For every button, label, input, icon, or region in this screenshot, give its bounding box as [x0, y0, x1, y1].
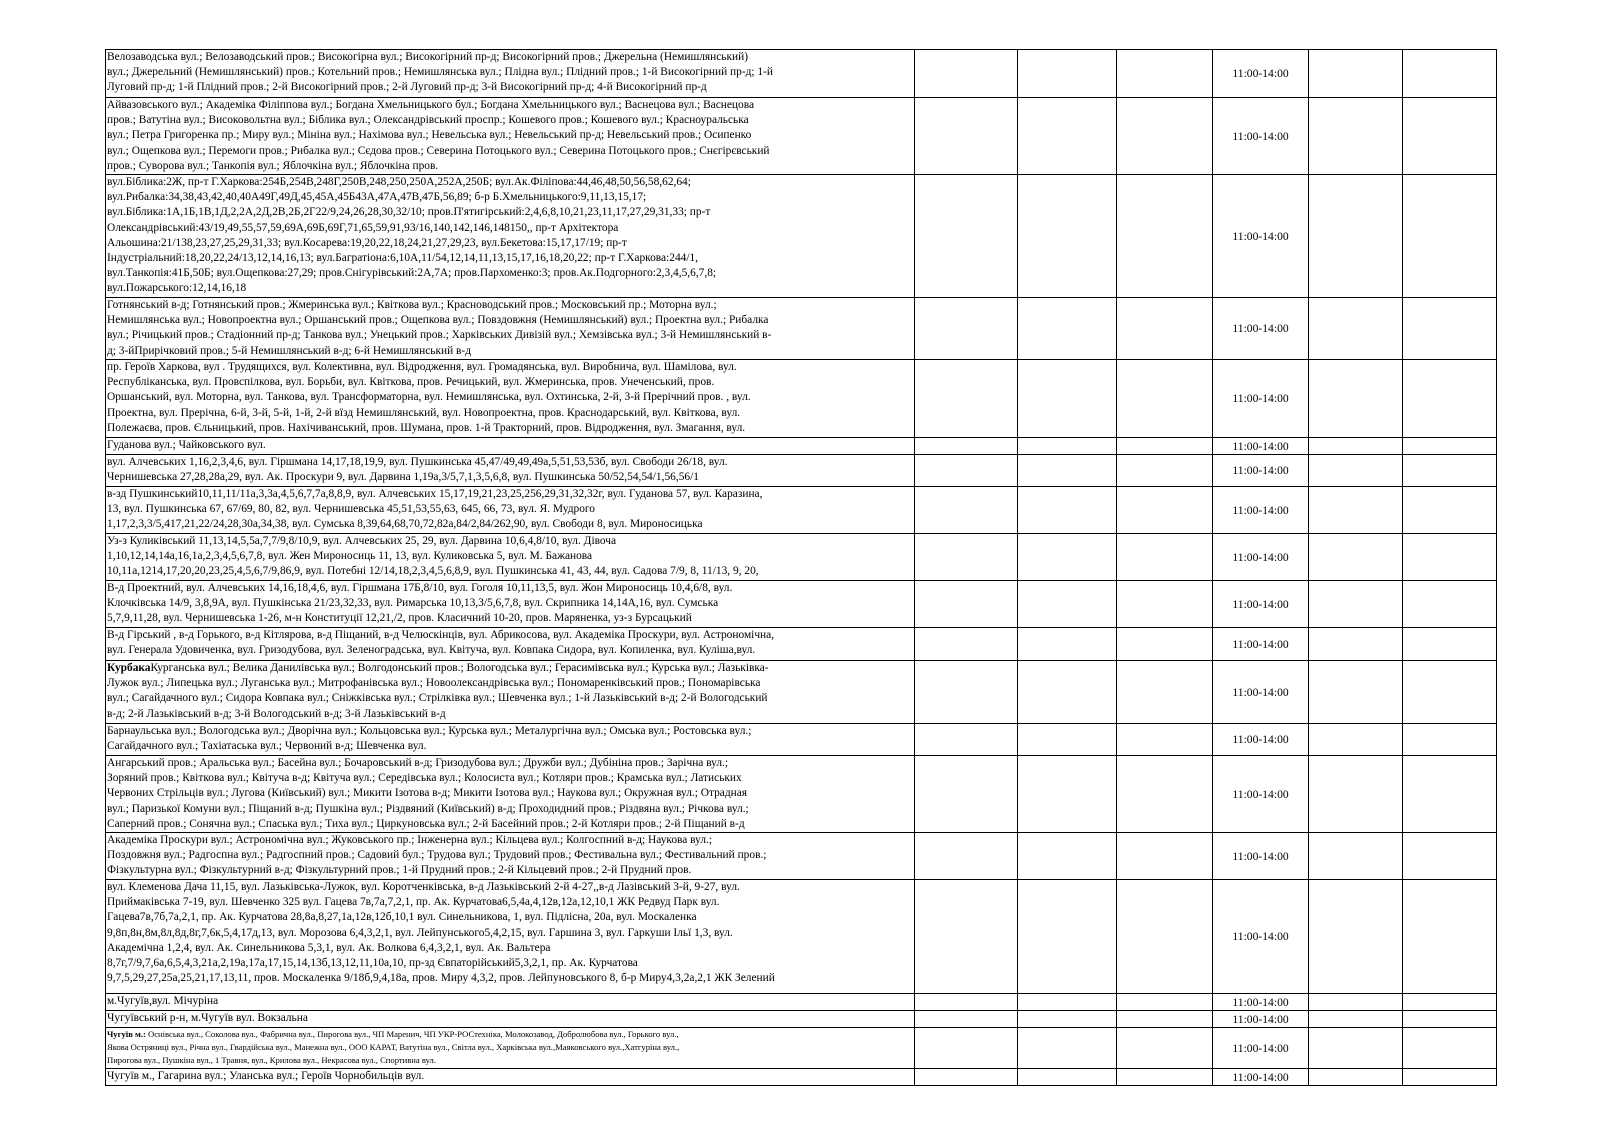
empty-cell [1402, 1069, 1496, 1086]
empty-cell [1308, 360, 1402, 438]
table-row [106, 175, 1497, 298]
address-cell [106, 487, 915, 534]
empty-cell [1117, 438, 1213, 455]
empty-cell [914, 487, 1017, 534]
empty-cell [1017, 880, 1116, 994]
address-text: Готнянський в-д; Готнянський пров.; Жмеринська вул.; Квіткова вул.; Красноводський пров.; Московський пр.; Моторна вул.; Немишлянська вул.; Новопроектна вул.; Оршанський пров.; Ощепкова вул.; Повздовжня (Немишлянський) вул.; Проектна вул.; Рибалка вул.; Річицький пров.; Стадіонний пр-д; Танкова вул.; Унецький пров.; Харківських Дивізій вул.; Хемзівська вул.; 3-й Немишлянський в- д; 3-йПрирічковий пров.; 5-й Немишлянський в-д; 6-й Немишлянський в-д [107, 299, 772, 357]
empty-cell [1117, 581, 1213, 628]
empty-cell [1308, 581, 1402, 628]
empty-cell [914, 175, 1017, 298]
empty-cell [914, 98, 1017, 175]
address-text: м.Чугуїв,вул. Мічуріна [107, 995, 219, 1008]
empty-cell [1117, 98, 1213, 175]
empty-cell [1017, 833, 1116, 880]
empty-cell [1117, 724, 1213, 756]
time-cell: 11:00-14:00 [1213, 360, 1308, 438]
empty-cell [914, 455, 1017, 487]
address-text: Велозаводська вул.; Велозаводський пров.; Високогірна вул.; Високогірний пр-д; Високогірний пров.; Джерельна (Немишлянський) вул.; Джерельний (Немишлянський) пров.; Котельний пров.; Немишлянська вул.; Плідна вул.; Плідний пров.; 1-й Високогірний пр-д; 1-й Луговий пр-д; 1-й Плідний пров.; 2-й Високогірний пров.; 2-й Луговий пр-д; 3-й Високогірний пр-д; 4-й Високогірний пр-д [107, 51, 774, 94]
address-cell [106, 581, 915, 628]
empty-cell [914, 724, 1017, 756]
empty-cell [1117, 534, 1213, 581]
empty-cell [914, 994, 1017, 1011]
time-cell: 11:00-14:00 [1213, 994, 1308, 1011]
empty-cell [1308, 487, 1402, 534]
address-text: Курганська вул.; Велика Данилівська вул.; Волгодонський пров.; Вологодська вул.; Герасимівська вул.; Курська вул.; Лазьківка- Лужок вул.; Липецька вул.; Луганська вул.; Митрофанівська вул.; Новоолександрівська вул.; Пономаренківський пров.; Пономарівська вул.; Сагайдачного вул.; Сидора Ковпака вул.; Сніжківська вул.; Стрілківка вул.; Шевченка вул.; 1-й Лазьківський в-д; 2-й Вологодський в-д; 2-й Лазьківський в-д; 3-й Вологодський в-д; 3-й Лазьківський в-д [107, 662, 769, 720]
empty-cell [1402, 994, 1496, 1011]
empty-cell [1117, 833, 1213, 880]
address-cell [106, 1069, 915, 1086]
address-text: Чугуїв м., Гагарина вул.; Уланська вул.; Героїв Чорнобильців вул. [107, 1070, 425, 1083]
time-cell: 11:00-14:00 [1213, 1028, 1308, 1069]
empty-cell [1402, 438, 1496, 455]
empty-cell [1117, 994, 1213, 1011]
time-cell: 11:00-14:00 [1213, 50, 1308, 98]
empty-cell [1402, 756, 1496, 833]
address-text: вул. Алчевських 1,16,2,3,4,6, вул. Гіршмана 14,17,18,19,9, вул. Пушкинська 45,47/49,49,49а,5,51,53,53б, вул. Свободи 26/18, вул. Чернишевська 27,28,28а,29, вул. Ак. Проскури 9, вул. Дарвина 1,19а,3/5,7,1,3,5,6,8, вул. Пушкинська 50/52,54,54/1,56,56/1 [107, 456, 728, 484]
address-text: Чугуївський р-н, м.Чугуїв вул. Вокзальна [107, 1012, 308, 1025]
empty-cell [1308, 724, 1402, 756]
empty-cell [1117, 880, 1213, 994]
address-text: Академіка Проскури вул.; Астрономічна вул.; Жуковського пр.; Інженерна вул.; Кільцева вул.; Колгоспний в-д; Наукова вул.; Поздовжня вул.; Радгоспна вул.; Радгоспний пров.; Садовий бул.; Трудова вул.; Трудовий пров.; Фестивальна вул.; Фестивальний пров.; Фізкультурна вул.; Фізкультурний в-д; Фізкультурний пров.; 1-й Прудний пров.; 2-й Кільцевий пров.; 2-й Прудний пров. [107, 834, 767, 877]
table-row [106, 833, 1497, 880]
address-cell [106, 175, 915, 298]
table-row [106, 756, 1497, 833]
address-cell [106, 994, 915, 1011]
empty-cell [1308, 756, 1402, 833]
table-row [106, 724, 1497, 756]
empty-cell [1117, 1011, 1213, 1028]
empty-cell [914, 628, 1017, 661]
address-cell [106, 360, 915, 438]
empty-cell [1308, 175, 1402, 298]
empty-cell [1017, 438, 1116, 455]
empty-cell [1117, 661, 1213, 724]
empty-cell [1402, 487, 1496, 534]
time-cell: 11:00-14:00 [1213, 833, 1308, 880]
address-cell [106, 756, 915, 833]
time-cell: 11:00-14:00 [1213, 487, 1308, 534]
empty-cell [1017, 994, 1116, 1011]
empty-cell [1017, 50, 1116, 98]
address-text: В-д Гірський , в-д Горького, в-д Кітлярова, в-д Піщаний, в-д Челюскінців, вул. Абрикосова, вул. Академіка Проскури, вул. Астрономічна, вул. Генерала Удовиченка, вул. Гризодубова, вул. Зеленоградська, вул. Квітуча, вул. Ковпака Сидора, вул. Копиленка, вул. Куліша,вул. [107, 629, 775, 657]
empty-cell [1402, 1028, 1496, 1069]
empty-cell [1117, 50, 1213, 98]
empty-cell [1308, 628, 1402, 661]
time-cell: 11:00-14:00 [1213, 455, 1308, 487]
time-cell: 11:00-14:00 [1213, 175, 1308, 298]
empty-cell [1117, 1028, 1213, 1069]
empty-cell [914, 1011, 1017, 1028]
time-cell: 11:00-14:00 [1213, 628, 1308, 661]
empty-cell [1402, 833, 1496, 880]
empty-cell [1308, 534, 1402, 581]
table-row [106, 661, 1497, 724]
empty-cell [1017, 1011, 1116, 1028]
empty-cell [1117, 628, 1213, 661]
empty-cell [1402, 1011, 1496, 1028]
address-cell [106, 880, 915, 994]
empty-cell [1402, 175, 1496, 298]
empty-cell [1402, 98, 1496, 175]
address-text: Уз-з Куликівський 11,13,14,5,5а,7,7/9,8/10,9, вул. Алчевських 25, 29, вул. Дарвина 10,6,4,8/10, вул. Дівоча 1,10,12,14,14а,16,1а,2,3,4,5,6,7,8, вул. Жен Мироносиць 11, 13, вул. Куликовська 5, вул. М. Бажанова 10,11а,1214,17,20,20,23,25,4,5,6,7/9,86,9, вул. Потебні 12/14,18,2,3,4,5,6,8,9, вул. Пушкинська 41, 43, 44, вул. Садова 7/9, 8, 11/13, 9, 20, [107, 535, 759, 578]
table-row [106, 1011, 1497, 1028]
empty-cell [1402, 724, 1496, 756]
table-row [106, 360, 1497, 438]
empty-cell [1017, 724, 1116, 756]
time-cell: 11:00-14:00 [1213, 661, 1308, 724]
table-row [106, 487, 1497, 534]
empty-cell [914, 1069, 1017, 1086]
address-cell [106, 628, 915, 661]
empty-cell [1017, 175, 1116, 298]
address-text: в-зд Пушкинський10,11,11/11а,3,3а,4,5,6,7,7а,8,8,9, вул. Алчевських 15,17,19,21,23,25,256,29,31,32,32г, вул. Гуданова 57, вул. Каразина, 13, вул. Пушкинська 67, 67/69, 80, 82, вул. Чернишевська 45,51,53,55,63, 645, 66, 73, вул. Я. Мудрого 1,17,2,3,3/5,417,21,22/24,28,30а,34,38, вул. Сумська 8,39,64,68,70,72,82а,84/2,84/262,90, вул. Свободи 8, вул. Мироносицька [107, 488, 763, 531]
table-row [106, 98, 1497, 175]
address-text: В-д Проектний, вул. Алчевських 14,16,18,4,6, вул. Гіршмана 17Б,8/10, вул. Гоголя 10,11,13,5, вул. Жон Мироносиць 10,4,6/8, вул. Клочківська 14/9, 3,8,9А, вул. Пушкінська 21/23,32,33, вул. Римарська 10,13,3/5,6,7,8, вул. Скрипника 14,14А,16, вул. Сумська 5,7,9,11,28, вул. Чернишевська 1-26, м-н Конституції 12,21,/2, пров. Класичний 10-20, пров. Маряненка, уз-з Бурсацький [107, 582, 733, 625]
address-cell [106, 298, 915, 360]
empty-cell [1308, 98, 1402, 175]
empty-cell [1308, 833, 1402, 880]
time-cell: 11:00-14:00 [1213, 880, 1308, 994]
empty-cell [1402, 298, 1496, 360]
empty-cell [1117, 298, 1213, 360]
address-text: пр. Героїв Харкова, вул . Трудящихся, вул. Колективна, вул. Відродження, вул. Громадянська, вул. Виробнича, вул. Шамілова, вул. Республіканська, вул. Провспілкова, вул. Борьби, вул. Квіткова, пров. Речицький, вул. Жмеринська, пров. Унеченський, пров. Оршанський, вул. Моторна, вул. Танкова, вул. Трансформаторна, вул. Немишлянська, вул. Охтинська, 2-й, 3-й Прерічний пров. , вул. Проектна, вул. Прерічна, 6-й, 3-й, 5-й, 1-й, 2-й вїзд Немишлянський, вул. Новопроектна, пров. Краснодарський, вул. Квіткова, вул. Полежаєва, пров. Єльницький, пров. Нахічиванський, пров. Шумана, пров. 1-й Тракторний, пров. Відродження, вул. Змагання, вул. [107, 361, 751, 434]
empty-cell [1308, 298, 1402, 360]
empty-cell [1308, 455, 1402, 487]
empty-cell [1017, 360, 1116, 438]
address-cell [106, 1028, 915, 1069]
empty-cell [1017, 98, 1116, 175]
empty-cell [914, 50, 1017, 98]
address-text: Гуданова вул.; Чайковського вул. [107, 439, 266, 452]
time-cell: 11:00-14:00 [1213, 756, 1308, 833]
empty-cell [1017, 298, 1116, 360]
empty-cell [914, 1028, 1017, 1069]
time-cell: 11:00-14:00 [1213, 724, 1308, 756]
table-row [106, 1028, 1497, 1069]
table-row [106, 880, 1497, 994]
table-body [106, 50, 1497, 1086]
address-text: вул.Біблика:2Ж, пр-т Г.Харкова:254Б,254В,248Г,250В,248,250,250А,252А,250Б; вул.Ак.Філіпова:44,46,48,50,56,58,62,64; вул.Рибалка:34,38,43,42,40,40А49Г,49Д,45,45А,45Б43А,47А,47В,47Б,56,89; б-р Б.Хмельницького:9,11,13,15,17; вул.Біблика:1А,1Б,1В,1Д,2,2А,2Д,2В,2Б,2Г22/9,24,26,28,30,32/10; пров.П'ятигірський:2,4,6,8,10,21,23,11,17,27,29,31,33; пр-т Олександрівський:43/19,49,55,57,59,69А,69Б,69Г,71,65,59,91,93/16,140,142,146,148150,, пр-т Архітектора Альошина:21/138,23,27,25,29,31,33; вул.Косарева:19,20,22,18,24,21,27,29,23, вул.Бекетова:15,17,17/19; пр-т Індустріальний:18,20,22,24/13,12,14,16,13; вул.Багратіона:6,10А,11/54,12,14,11,13,15,17,16,18,20,22; пр-т Г.Харкова:244/1, вул.Танкопія:41Б,50Б; вул.Ощепкова:27,29; пров.Снігурівський:2А,7А; пров.Пархоменко:3; пров.Ак.Подгорного:2,3,4,5,6,7,8; вул.Пожарського:12,14,16,18 [107, 176, 717, 295]
empty-cell [1308, 661, 1402, 724]
empty-cell [1017, 661, 1116, 724]
address-cell [106, 50, 915, 98]
table-row [106, 298, 1497, 360]
empty-cell [914, 360, 1017, 438]
address-lead: Курбака [107, 662, 151, 675]
time-cell: 11:00-14:00 [1213, 1011, 1308, 1028]
empty-cell [1402, 628, 1496, 661]
address-cell [106, 661, 915, 724]
address-cell [106, 833, 915, 880]
empty-cell [1017, 628, 1116, 661]
table-row [106, 455, 1497, 487]
address-cell [106, 98, 915, 175]
empty-cell [1402, 360, 1496, 438]
empty-cell [1117, 1069, 1213, 1086]
table-row [106, 50, 1497, 98]
time-cell: 11:00-14:00 [1213, 1069, 1308, 1086]
empty-cell [1117, 360, 1213, 438]
empty-cell [1117, 175, 1213, 298]
address-cell [106, 534, 915, 581]
empty-cell [1308, 1069, 1402, 1086]
table-row [106, 1069, 1497, 1086]
empty-cell [1402, 880, 1496, 994]
empty-cell [1117, 487, 1213, 534]
address-cell [106, 724, 915, 756]
empty-cell [1402, 534, 1496, 581]
table-row [106, 628, 1497, 661]
table-row [106, 994, 1497, 1011]
address-text: Барнаульська вул.; Вологодська вул.; Дворічна вул.; Кольцовська вул.; Курська вул.; Металургічна вул.; Омська вул.; Ростовська вул.; Сагайдачного вул.; Тахіатаська вул.; Червоний в-д; Шевченка вул. [107, 725, 752, 753]
time-cell: 11:00-14:00 [1213, 581, 1308, 628]
empty-cell [1308, 438, 1402, 455]
empty-cell [1017, 1069, 1116, 1086]
empty-cell [1017, 455, 1116, 487]
address-text: Ангарський пров.; Аральська вул.; Басейна вул.; Бочаровський в-д; Гризодубова вул.; Дружби вул.; Дубініна пров.; Зарічна вул.; Зоряний пров.; Квіткова вул.; Квітуча в-д; Квітуча вул.; Середівська вул.; Колосиста вул.; Котляри пров.; Крамська вул.; Латиських Червоних Стрільців вул.; Лугова (Київський) вул.; Микити Ізотова в-д; Микити Ізотова вул.; Наукова вул.; Окружная вул.; Отрадная вул.; Паризької Комуни вул.; Піщаний в-д; Пушкіна вул.; Різдвяний (Київський) в-д; Проходидний пров.; Різдвяна вул.; Річкова вул.; Саперний пров.; Сонячна вул.; Спаська вул.; Тиха вул.; Циркуновська вул.; 2-й Басейний пров.; 2-й Котляри пров.; 2-й Піщаний в-д [107, 757, 749, 830]
empty-cell [1308, 880, 1402, 994]
empty-cell [914, 438, 1017, 455]
address-cell [106, 438, 915, 455]
empty-cell [1402, 581, 1496, 628]
table-row [106, 534, 1497, 581]
empty-cell [1308, 50, 1402, 98]
address-text: вул. Клеменова Дача 11,15, вул. Лазьківська-Лужок, вул. Коротченківська, в-д Лазьківський 2-й 4-27,,в-д Лазівський 3-й, 9-27, вул. Приймаківська 7-19, вул. Шевченко 325 вул. Гацева 7в,7а,7,2,1, пр. Ак. Курчатова6,5,4а,4,12в,12а,12,10,1 ЖК Редвуд Парк вул. Гацева7в,7б,7а,2,1, пр. Ак. Курчатова 28,8а,8,27,1а,12в,12б,10,1 вул. Синельникова, 1, вул. Підлісна, 20а, вул. Москаленка 9,8п,8н,8м,8л,8д,8г,7,6к,5,4,17д,13, вул. Морозова 6,4,3,2,1, вул. Лейпунського5,4,2,15, вул. Гаршина 3, вул. Гаркуши Ільї 1,3, вул. Академічна 1,2,4, вул. Ак. Синельникова 5,3,1, вул. Ак. Волкова 6,4,3,2,1, вул. Ак. Вальтера 8,7г,7/9,7,6а,6,5,4,3,21а,2,19а,17а,17,15,14,13б,13,12,11,10а,10, пр-зд Євпаторійський5,3,2,1, пр. Ак. Курчатова 9,7,5,29,27,25а,25,21,17,13,11, пров. Москаленка 9/18б,9,4,18а, пров. Миру 4,3,2, пров. Лейпуновського 8, б-р Миру4,3,2а,2,1 ЖК Зелений [107, 881, 775, 985]
address-text: Айвазовського вул.; Академіка Філіппова вул.; Богдана Хмельницького бул.; Богдана Хмельницького вул.; Васнецова вул.; Васнецова пров.; Ватутіна вул.; Високовольтна вул.; Біблика вул.; Олександрівський проспр.; Кошевого пров.; Кошевого вул.; Красноуральська вул.; Петра Григоренка пр.; Миру вул.; Мініна вул.; Нахімова вул.; Невельська вул.; Невельський пр-д; Невельський пров.; Осипенко вул.; Ощепкова вул.; Перемоги пров.; Рибалка вул.; Сєдова пров.; Северина Потоцького вул.; Северина Потоцького пров.; Снєгірєвський пров.; Суворова вул.; Танкопія вул.; Яблочкіна вул.; Яблочкіна пров. [107, 99, 770, 172]
address-lead: Чугуїв м.: [107, 1029, 146, 1040]
empty-cell [914, 833, 1017, 880]
empty-cell [1402, 455, 1496, 487]
time-cell: 11:00-14:00 [1213, 534, 1308, 581]
empty-cell [1017, 756, 1116, 833]
empty-cell [1402, 661, 1496, 724]
empty-cell [1017, 487, 1116, 534]
table-row [106, 438, 1497, 455]
empty-cell [914, 298, 1017, 360]
time-cell: 11:00-14:00 [1213, 98, 1308, 175]
empty-cell [1402, 50, 1496, 98]
address-cell [106, 455, 915, 487]
address-text: Оснівська вул., Соколова вул., Фабрична вул., Пирогова вул., ЧП Маренич, ЧП УКР-РОСтехніка, Молокозавод, Добролюбова вул., Горького вул., Якова Остряниці вул., Річна вул., Гвардійська вул., Манежна вул., ООО КАРАТ, Ватутіна вул., Світла вул., Харківська вул.,Маяковського вул.,Хатгуріна вул., Пирогова вул., Пушкіна вул., 1 Травня, вул., Крилова вул., Некрасова вул., Спортивна вул. [107, 1029, 680, 1066]
empty-cell [1017, 581, 1116, 628]
empty-cell [914, 756, 1017, 833]
empty-cell [1308, 1028, 1402, 1069]
empty-cell [1017, 1028, 1116, 1069]
empty-cell [1117, 455, 1213, 487]
empty-cell [1308, 1011, 1402, 1028]
empty-cell [1308, 994, 1402, 1011]
empty-cell [1017, 534, 1116, 581]
outage-schedule-table [105, 49, 1497, 1086]
table-row [106, 581, 1497, 628]
time-cell: 11:00-14:00 [1213, 438, 1308, 455]
empty-cell [914, 581, 1017, 628]
time-cell: 11:00-14:00 [1213, 298, 1308, 360]
empty-cell [914, 534, 1017, 581]
address-cell [106, 1011, 915, 1028]
empty-cell [914, 880, 1017, 994]
empty-cell [914, 661, 1017, 724]
empty-cell [1117, 756, 1213, 833]
